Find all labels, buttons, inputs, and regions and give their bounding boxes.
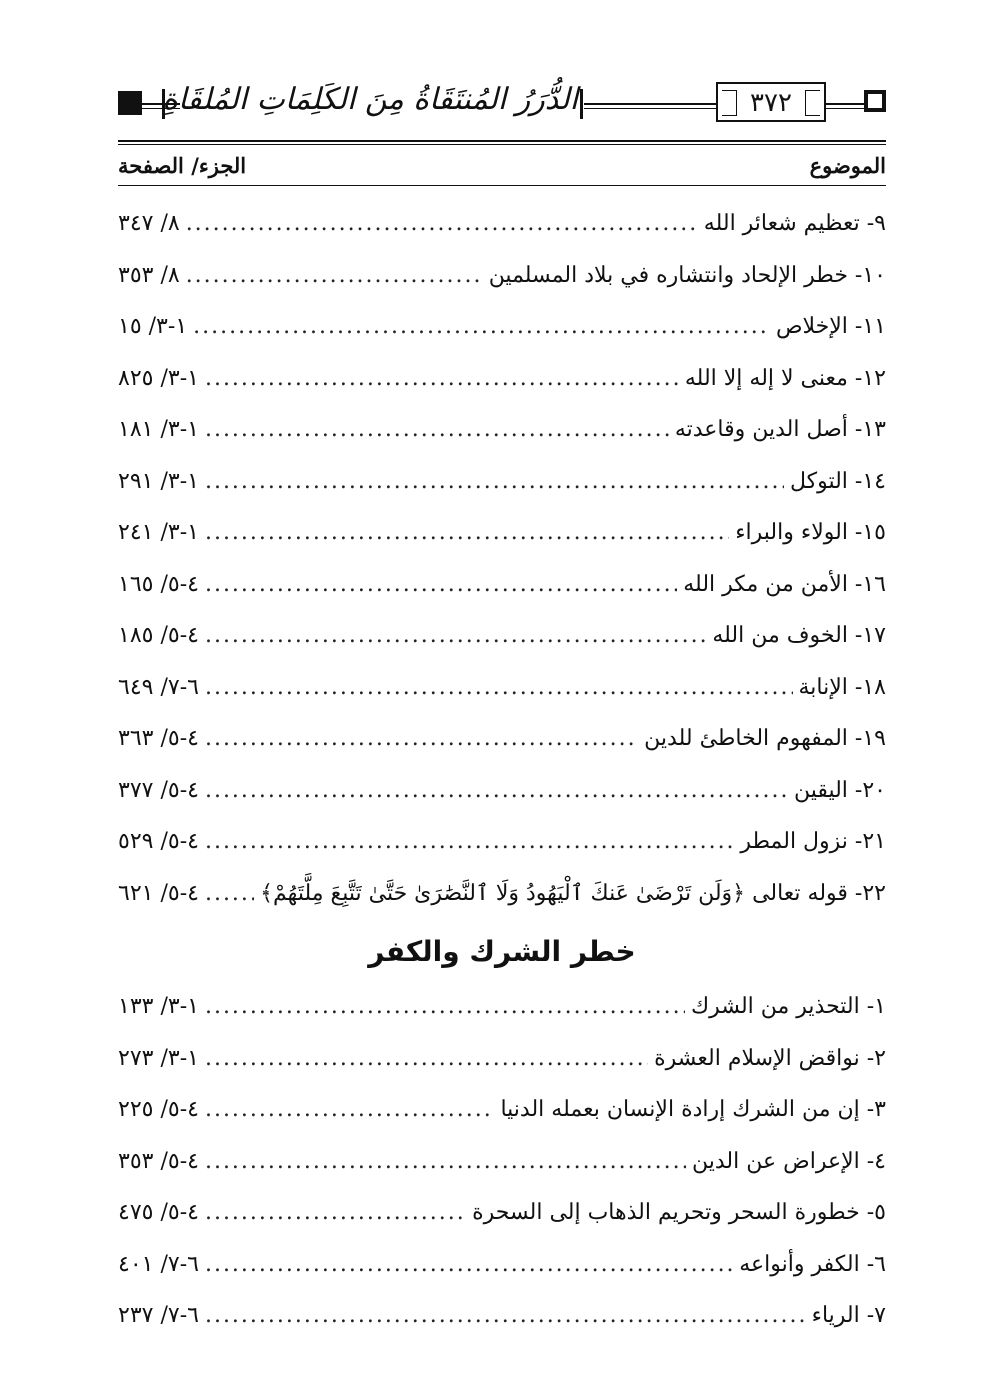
column-header-divider bbox=[118, 185, 886, 186]
leader-dots bbox=[205, 662, 793, 714]
toc-topic: ٣- إن من الشرك إرادة الإنسان بعمله الدنيا bbox=[500, 1097, 886, 1122]
section-heading: خطر الشرك والكفر bbox=[368, 935, 636, 968]
header-bar-ornament bbox=[580, 89, 583, 119]
book-title: الدُّرَرُ المُنتَقَاةُ مِنَ الكَلِمَاتِ المُلقَاةِ bbox=[180, 82, 584, 117]
toc-topic: ١٧- الخوف من الله bbox=[712, 623, 886, 648]
toc-ref: ٤-٥/ ٤٧٥ bbox=[118, 1200, 199, 1225]
toc-ref: ١-٣/ ١٣٣ bbox=[118, 994, 199, 1019]
leader-dots bbox=[205, 1187, 466, 1239]
toc-topic: ١٥- الولاء والبراء bbox=[735, 520, 886, 545]
toc-ref: ٨/ ٣٤٧ bbox=[118, 211, 180, 236]
toc-topic: ٢١- نزول المطر bbox=[740, 829, 886, 854]
toc-entry bbox=[118, 301, 886, 353]
leader-dots bbox=[205, 1084, 495, 1136]
toc-ref: ٤-٥/ ٣٥٣ bbox=[118, 1148, 199, 1174]
toc-ref: ٦-٧/ ٢٣٧ bbox=[118, 1303, 199, 1328]
toc-topic: ١٩- المفهوم الخاطئ للدين bbox=[644, 726, 886, 751]
toc-ref: ١-٣/ ٢٤١ bbox=[118, 520, 199, 545]
leader-dots bbox=[205, 1290, 806, 1342]
toc-entry bbox=[118, 559, 886, 611]
toc-ref: ٤-٥/ ٣٧٧ bbox=[118, 777, 199, 803]
toc-entry bbox=[118, 456, 886, 508]
leader-dots bbox=[193, 301, 770, 353]
toc-topic: ١٢- معنى لا إله إلا الله bbox=[684, 365, 886, 391]
section-toc-list bbox=[118, 981, 886, 1342]
toc-ref: ١-٣/ ١٨١ bbox=[118, 417, 199, 442]
ref-column-header: الجزء/ الصفحة bbox=[118, 152, 247, 178]
leader-dots bbox=[205, 816, 734, 868]
toc-page bbox=[118, 80, 886, 1342]
leader-dots bbox=[205, 610, 706, 662]
toc-topic: ٤- الإعراض عن الدين bbox=[692, 1148, 886, 1174]
toc-topic: ١١- الإخلاص bbox=[775, 314, 886, 339]
toc-ref: ٤-٥/ ٥٢٩ bbox=[118, 829, 199, 854]
leader-dots bbox=[205, 1033, 648, 1085]
page-number-box bbox=[716, 82, 826, 122]
column-headers bbox=[118, 145, 886, 185]
header-divider bbox=[118, 140, 886, 142]
leader-dots bbox=[205, 1136, 686, 1188]
toc-ref: ٤-٥/ ١٨٥ bbox=[118, 623, 199, 648]
toc-entry bbox=[118, 1187, 886, 1239]
toc-entry bbox=[118, 816, 886, 868]
toc-entry bbox=[118, 1033, 886, 1085]
toc-entry bbox=[118, 1290, 886, 1342]
toc-ref: ٦-٧/ ٦٤٩ bbox=[118, 674, 199, 700]
leader-dots bbox=[186, 250, 483, 302]
toc-topic: ٢٢- قوله تعالى ﴿وَلَن تَرْضَىٰ عَنكَ ٱلْيَهُودُ وَلَا ٱلنَّصَٰرَىٰ حَتَّىٰ تَتَّبِعَ مِلَّتَهُمْ﴾ bbox=[260, 880, 886, 906]
toc-entry bbox=[118, 198, 886, 250]
page-header bbox=[118, 80, 886, 130]
toc-entry bbox=[118, 250, 886, 302]
toc-entry bbox=[118, 507, 886, 559]
toc-ref: ٤-٥/ ٣٦٣ bbox=[118, 726, 199, 751]
toc-entry bbox=[118, 765, 886, 817]
toc-entry bbox=[118, 1136, 886, 1188]
toc-entry bbox=[118, 713, 886, 765]
toc-entry bbox=[118, 1084, 886, 1136]
toc-ref: ١-٣/ ٢٧٣ bbox=[118, 1045, 199, 1071]
leader-dots bbox=[205, 981, 685, 1033]
toc-ref: ٦-٧/ ٤٠١ bbox=[118, 1251, 199, 1277]
toc-topic: ١٠- خطر الإلحاد وانتشاره في بلاد المسلمين bbox=[488, 262, 886, 288]
toc-topic: ١٣- أصل الدين وقاعدته bbox=[674, 417, 886, 442]
toc-entry bbox=[118, 404, 886, 456]
toc-ref: ١-٣/ ٨٢٥ bbox=[118, 365, 199, 391]
toc-entry bbox=[118, 662, 886, 714]
leader-dots bbox=[205, 868, 254, 920]
header-square-ornament-right bbox=[864, 90, 886, 112]
toc-ref: ١-٣/ ٢٩١ bbox=[118, 468, 199, 494]
topic-column-header: الموضوع bbox=[809, 152, 886, 178]
toc-entry bbox=[118, 868, 886, 920]
toc-topic: ١- التحذير من الشرك bbox=[691, 994, 886, 1019]
leader-dots bbox=[205, 559, 677, 611]
toc-topic: ٦- الكفر وأنواعه bbox=[739, 1251, 886, 1277]
toc-ref: ٤-٥/ ٢٢٥ bbox=[118, 1097, 199, 1122]
toc-topic: ١٦- الأمن من مكر الله bbox=[683, 571, 886, 597]
toc-entry bbox=[118, 1239, 886, 1291]
toc-ref: ٤-٥/ ٦٢١ bbox=[118, 880, 199, 906]
toc-ref: ١-٣/ ١٥ bbox=[118, 314, 188, 339]
toc-entry bbox=[118, 610, 886, 662]
toc-topic: ٧- الرياء bbox=[811, 1303, 886, 1328]
toc-topic: ١٨- الإنابة bbox=[798, 674, 886, 700]
toc-entry bbox=[118, 353, 886, 405]
toc-entry bbox=[118, 981, 886, 1033]
leader-dots bbox=[205, 353, 679, 405]
leader-dots bbox=[205, 1239, 733, 1291]
leader-dots bbox=[205, 456, 784, 508]
header-square-ornament-left bbox=[118, 91, 142, 115]
leader-dots bbox=[205, 507, 729, 559]
page-number: ٣٧٢ bbox=[750, 88, 792, 118]
leader-dots bbox=[186, 198, 698, 250]
toc-topic: ٢٠- اليقين bbox=[793, 777, 886, 803]
toc-topic: ٥- خطورة السحر وتحريم الذهاب إلى السحرة bbox=[472, 1200, 886, 1225]
toc-list bbox=[118, 198, 886, 919]
toc-topic: ١٤- التوكل bbox=[789, 468, 886, 494]
toc-ref: ٤-٥/ ١٦٥ bbox=[118, 571, 199, 597]
leader-dots bbox=[205, 404, 669, 456]
toc-ref: ٨/ ٣٥٣ bbox=[118, 262, 180, 288]
leader-dots bbox=[205, 713, 638, 765]
toc-topic: ٩- تعظيم شعائر الله bbox=[703, 211, 886, 236]
toc-topic: ٢- نواقض الإسلام العشرة bbox=[654, 1045, 886, 1071]
leader-dots bbox=[205, 765, 788, 817]
